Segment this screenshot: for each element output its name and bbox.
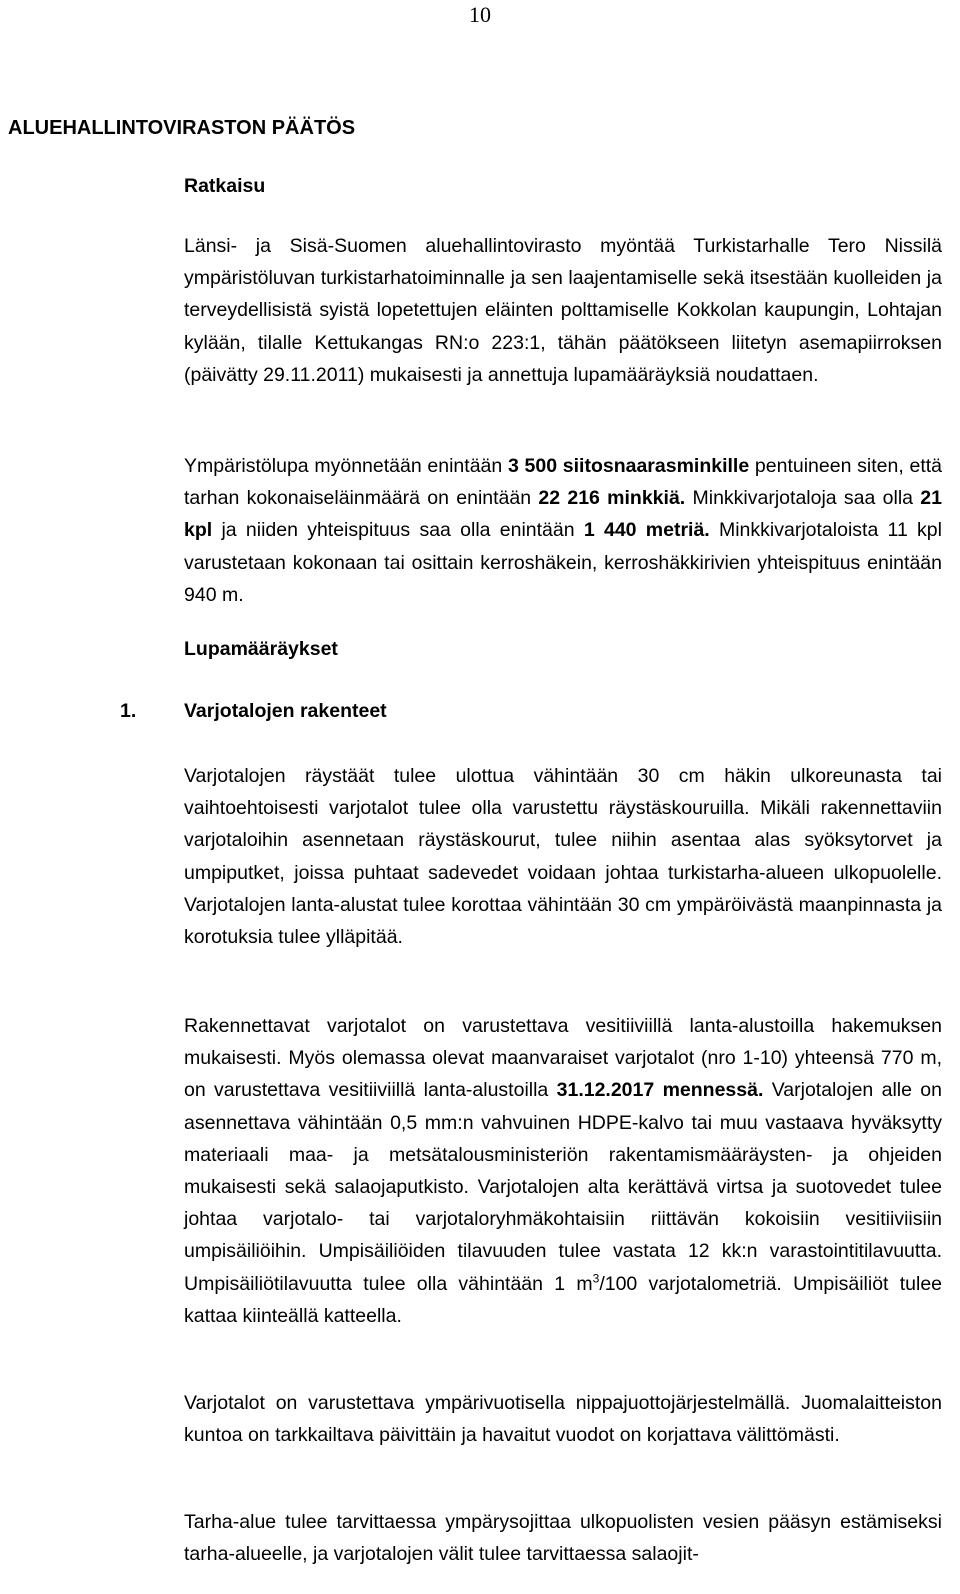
bold-length-limit: 1 440 metriä. <box>583 519 710 542</box>
bold-total-limit: 22 216 minkkiä. <box>538 487 686 510</box>
item1-paragraph-1: Varjotalojen räystäät tulee ulottua vähintään 30 cm häkin ulkoreunasta tai vaihtoehtoisesti varjotalot tulee olla varustettu räystäskouruilla. Mikäli rakennettaviin varjotaloihin asennetaan räystäskourut, tulee niihin asentaa alas syöksytorvet ja umpiputket, joissa puhtaat sadevedet voidaan johtaa turkistarha-alueen ulkopuolelle. Varjotalojen lanta-alustat tulee korottaa vähintään 30 cm ympäröivästä maanpinnasta ja korotuksia tulee ylläpitää. <box>184 765 942 949</box>
bold-animal-limit: 3 500 siitosnaarasminkille <box>507 455 750 477</box>
item1-paragraph-2: Rakennettavat varjotalot on varustettava vesitiiviillä lanta-alustoilla hakemuksen mukaisesti. Myös olemassa olevat maanvaraiset varjotalot (nro 1-10) yhteensä 770 m, on varustettava vesitiiviillä lanta-alustoilla 31.12.2017 mennessä. Varjotalojen alle on asennettava vähintään 0,5 mm:n vahvuinen HDPE-kalvo tai muu vastaava hyväksytty materiaali maa- ja metsätalousministeriön rakentamismääräysten- ja ohjeiden mukaisesti sekä salaojaputkisto. Varjotalojen alta kerättävä virtsa ja suotovedet tulee johtaa varjotalo- tai varjotaloryhmäkohtaisiin riittävän kokoisiin vesitiiviisiin umpisäiliöihin. Umpisäiliöiden tilavuuden tulee vastata 12 kk:n varastointitilavuutta. Umpisäiliötilavuutta tulee olla vähintään 1 $m^3/100$ varjotalometriä. Umpisäiliöt tulee kattaa kiinteällä katteella. <box>184 1015 943 1327</box>
item-number: 1. <box>120 700 137 722</box>
ratkaisu-paragraph-2: Ympäristölupa myönnetään enintään 3 500 siitosnaarasminkille pentuineen siten, että tarhan kokonaiseläinmäärä on enintään 22 216 minkkiä. Minkkivarjotaloja saa olla 21 kpl ja niiden yhteispituus saa olla enintään 1 440 metriä. Minkkivarjotaloista 11 kpl varustetaan kokonaan tai osittain kerroshäkein, kerroshäkkirivien yhteispituus enintään 940 m. <box>184 455 943 606</box>
superscript-3: 3 <box>592 1271 600 1286</box>
bold-house-count: 21 kpl <box>184 487 942 542</box>
page-number: 10 <box>469 2 491 27</box>
main-heading: ALUEHALLINTOVIRASTON PÄÄTÖS <box>8 117 356 139</box>
bold-deadline: 31.12.2017 mennessä. <box>556 1079 764 1102</box>
ratkaisu-paragraph-1: Länsi- ja Sisä-Suomen aluehallintovirasto myöntää Turkistarhalle Tero Nissilä ympäristöluvan turkistarhatoiminnalle ja sen laajentamiselle sekä itsestään kuolleiden ja terveydellisistä syistä lopetettujen eläinten polttamiselle Kokkolan kaupungin, Lohtajan kylään, tilalle Kettukangas RN:o 223:1, tähän päätökseen liitetyn asemapiirroksen (päivätty 29.11.2011) mukaisesti ja annettuja lupamääräyksiä noudattaen. <box>184 235 942 386</box>
item1-paragraph-4: Tarha-alue tulee tarvittaessa ympärysojittaa ulkopuolisten vesien pääsyn estämiseksi tarha-alueelle, ja varjotalojen välit tulee tarvittaessa salaojit- <box>184 1511 942 1566</box>
section-heading-lupamaaraykset: Lupamääräykset <box>184 638 338 660</box>
section-heading-ratkaisu: Ratkaisu <box>184 175 266 197</box>
item-title: Varjotalojen rakenteet <box>184 700 387 722</box>
item1-paragraph-3: Varjotalot on varustettava ympärivuotisella nippajuottojärjestelmällä. Juomalaitteiston kuntoa on tarkkailtava päivittäin ja havaitut vuodot on korjattava välittömästi. <box>184 1392 942 1447</box>
